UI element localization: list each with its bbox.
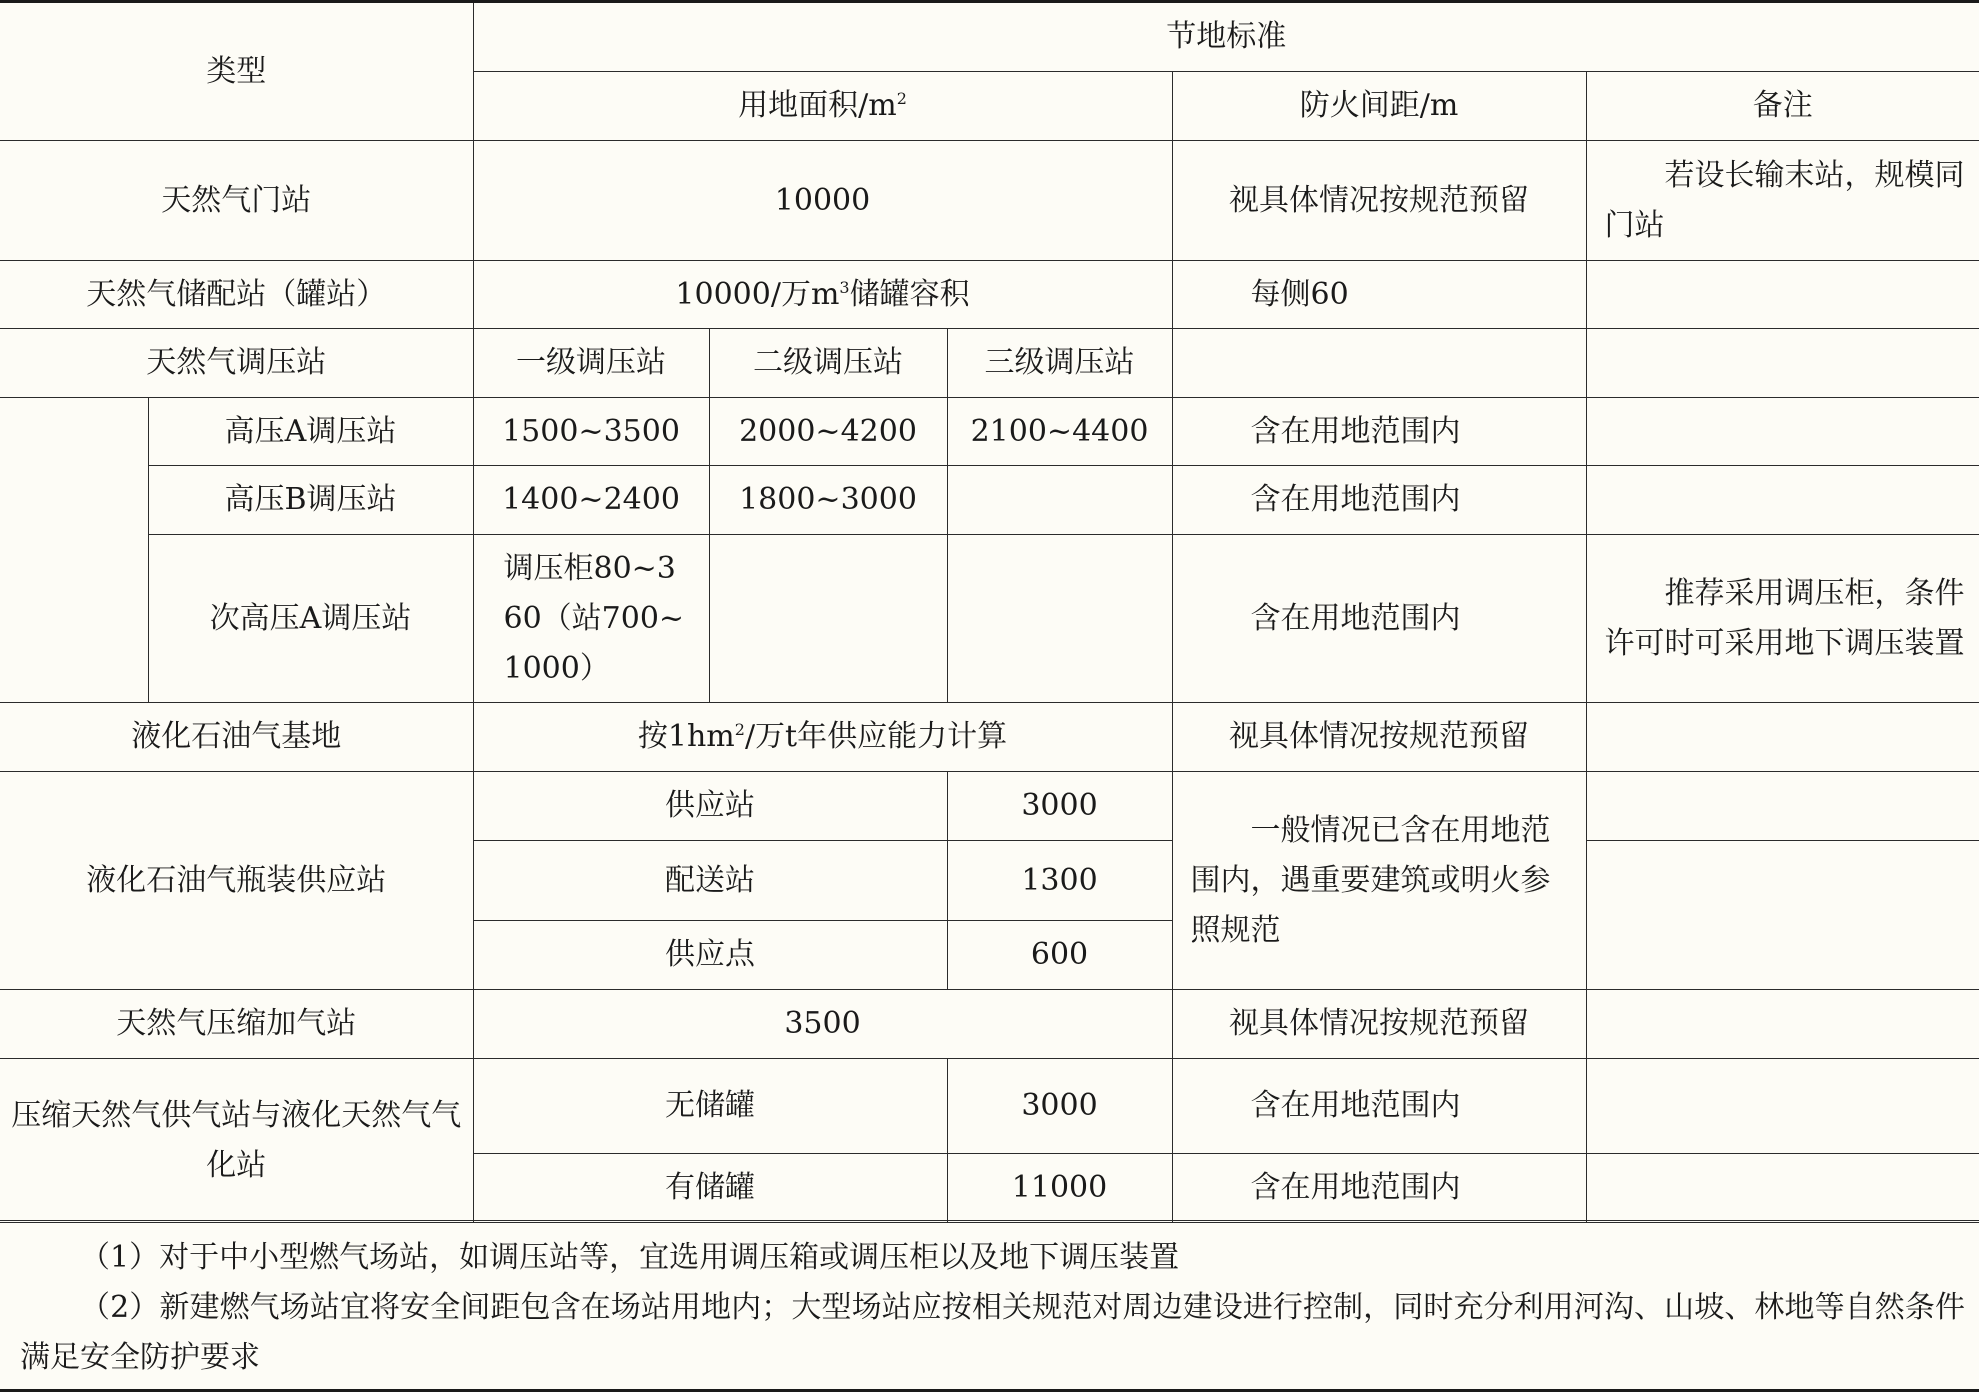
row-sub-high-a-remark: 推荐采用调压柜，条件许可时可采用地下调压装置 (1586, 535, 1979, 703)
note-1: （1）对于中小型燃气场站，如调压站等，宜选用调压箱或调压柜以及地下调压装置 (80, 1240, 1180, 1275)
regulator-indent-cell (0, 398, 148, 703)
header-standard: 节地标准 (473, 2, 1979, 72)
row-regulator-fire (1172, 329, 1586, 398)
row-cng-lng-fire2: 含在用地范围内 (1172, 1154, 1586, 1223)
row-high-b-v3 (947, 466, 1172, 535)
row-cng-lng-sub1: 无储罐 (473, 1059, 947, 1154)
row-high-b-v1: 1400~2400 (473, 466, 709, 535)
row-high-b-fire: 含在用地范围内 (1172, 466, 1586, 535)
row-cng-lng-sub2: 有储罐 (473, 1154, 947, 1223)
row-storage-area-post: 储罐容积 (849, 276, 970, 312)
table-notes (0, 1220, 1979, 1392)
row-gate-remark: 若设长输末站，规模同门站 (1586, 141, 1979, 261)
row-high-a-fire: 含在用地范围内 (1172, 398, 1586, 466)
row-lpg-bottle-remark2 (1586, 841, 1979, 990)
header-area-sup: 2 (896, 89, 907, 108)
row-sub-high-a-v3 (947, 535, 1172, 703)
row-storage-remark (1586, 261, 1979, 329)
row-high-b-v2: 1800~3000 (709, 466, 947, 535)
header-area (473, 72, 1172, 141)
header-remark: 备注 (1586, 72, 1979, 141)
row-lpg-bottle-fire: 一般情况已含在用地范围内，遇重要建筑或明火参照规范 (1172, 772, 1586, 990)
row-lpg-bottle-name: 液化石油气瓶装供应站 (0, 772, 473, 990)
row-cng-lng-remark1 (1586, 1059, 1979, 1154)
row-lpg-bottle-sub2: 配送站 (473, 841, 947, 921)
row-high-b-remark (1586, 466, 1979, 535)
row-sub-high-a-v1: 调压柜80~360（站700~1000） (473, 535, 709, 703)
row-gate-name: 天然气门站 (0, 141, 473, 261)
header-type: 类型 (0, 2, 473, 141)
row-lpg-base-name: 液化石油气基地 (0, 703, 473, 772)
row-lpg-base-area-sup: 2 (734, 720, 745, 739)
header-area-text: 用地面积/m (738, 88, 897, 123)
row-lpg-base-area-pre: 按1hm (637, 719, 735, 754)
row-lpg-bottle-remark1 (1586, 772, 1979, 841)
row-lpg-bottle-sub3: 供应点 (473, 921, 947, 990)
row-high-a-name: 高压A调压站 (148, 398, 473, 466)
row-cng-lng-fire1: 含在用地范围内 (1172, 1059, 1586, 1154)
row-storage-fire: 每侧60 (1172, 261, 1586, 329)
row-regulator-level2: 二级调压站 (709, 329, 947, 398)
row-cng-lng-name: 压缩天然气供气站与液化天然气气化站 (0, 1059, 473, 1223)
row-high-a-v2: 2000~4200 (709, 398, 947, 466)
row-regulator-remark (1586, 329, 1979, 398)
row-high-a-remark (1586, 398, 1979, 466)
row-cng-fire: 视具体情况按规范预留 (1172, 990, 1586, 1059)
row-high-a-v1: 1500~3500 (473, 398, 709, 466)
row-cng-name: 天然气压缩加气站 (0, 990, 473, 1059)
row-storage-area-sup: 3 (839, 277, 850, 297)
row-lpg-base-area (473, 703, 1172, 772)
row-storage-name: 天然气储配站（罐站） (0, 261, 473, 329)
row-regulator-level3: 三级调压站 (947, 329, 1172, 398)
row-cng-remark (1586, 990, 1979, 1059)
row-cng-lng-val1: 3000 (947, 1059, 1172, 1154)
row-lpg-base-remark (1586, 703, 1979, 772)
row-lpg-bottle-val1: 3000 (947, 772, 1172, 841)
row-high-a-v3: 2100~4400 (947, 398, 1172, 466)
row-lpg-base-area-post: /万t年供应能力计算 (744, 719, 1008, 754)
row-cng-area: 3500 (473, 990, 1172, 1059)
header-fire: 防火间距/m (1172, 72, 1586, 141)
row-sub-high-a-fire: 含在用地范围内 (1172, 535, 1586, 703)
row-lpg-bottle-val3: 600 (947, 921, 1172, 990)
row-storage-area-pre: 10000/万m (675, 276, 840, 312)
row-regulator-name: 天然气调压站 (0, 329, 473, 398)
row-regulator-level1: 一级调压站 (473, 329, 709, 398)
note-2: （2）新建燃气场站宜将安全间距包含在场站用地内；大型场站应按相关规范对周边建设进行控制，同时充分利用河沟、山坡、林地等自然条件满足安全防护要求 (20, 1290, 1965, 1375)
row-gate-area: 10000 (473, 141, 1172, 261)
row-lpg-base-fire: 视具体情况按规范预留 (1172, 703, 1586, 772)
row-sub-high-a-name: 次高压A调压站 (148, 535, 473, 703)
row-cng-lng-val2: 11000 (947, 1154, 1172, 1223)
row-high-b-name: 高压B调压站 (148, 466, 473, 535)
row-lpg-bottle-sub1: 供应站 (473, 772, 947, 841)
row-gate-fire: 视具体情况按规范预留 (1172, 141, 1586, 261)
row-storage-area (473, 261, 1172, 329)
row-cng-lng-remark2 (1586, 1154, 1979, 1223)
row-lpg-bottle-val2: 1300 (947, 841, 1172, 921)
row-sub-high-a-v2 (709, 535, 947, 703)
